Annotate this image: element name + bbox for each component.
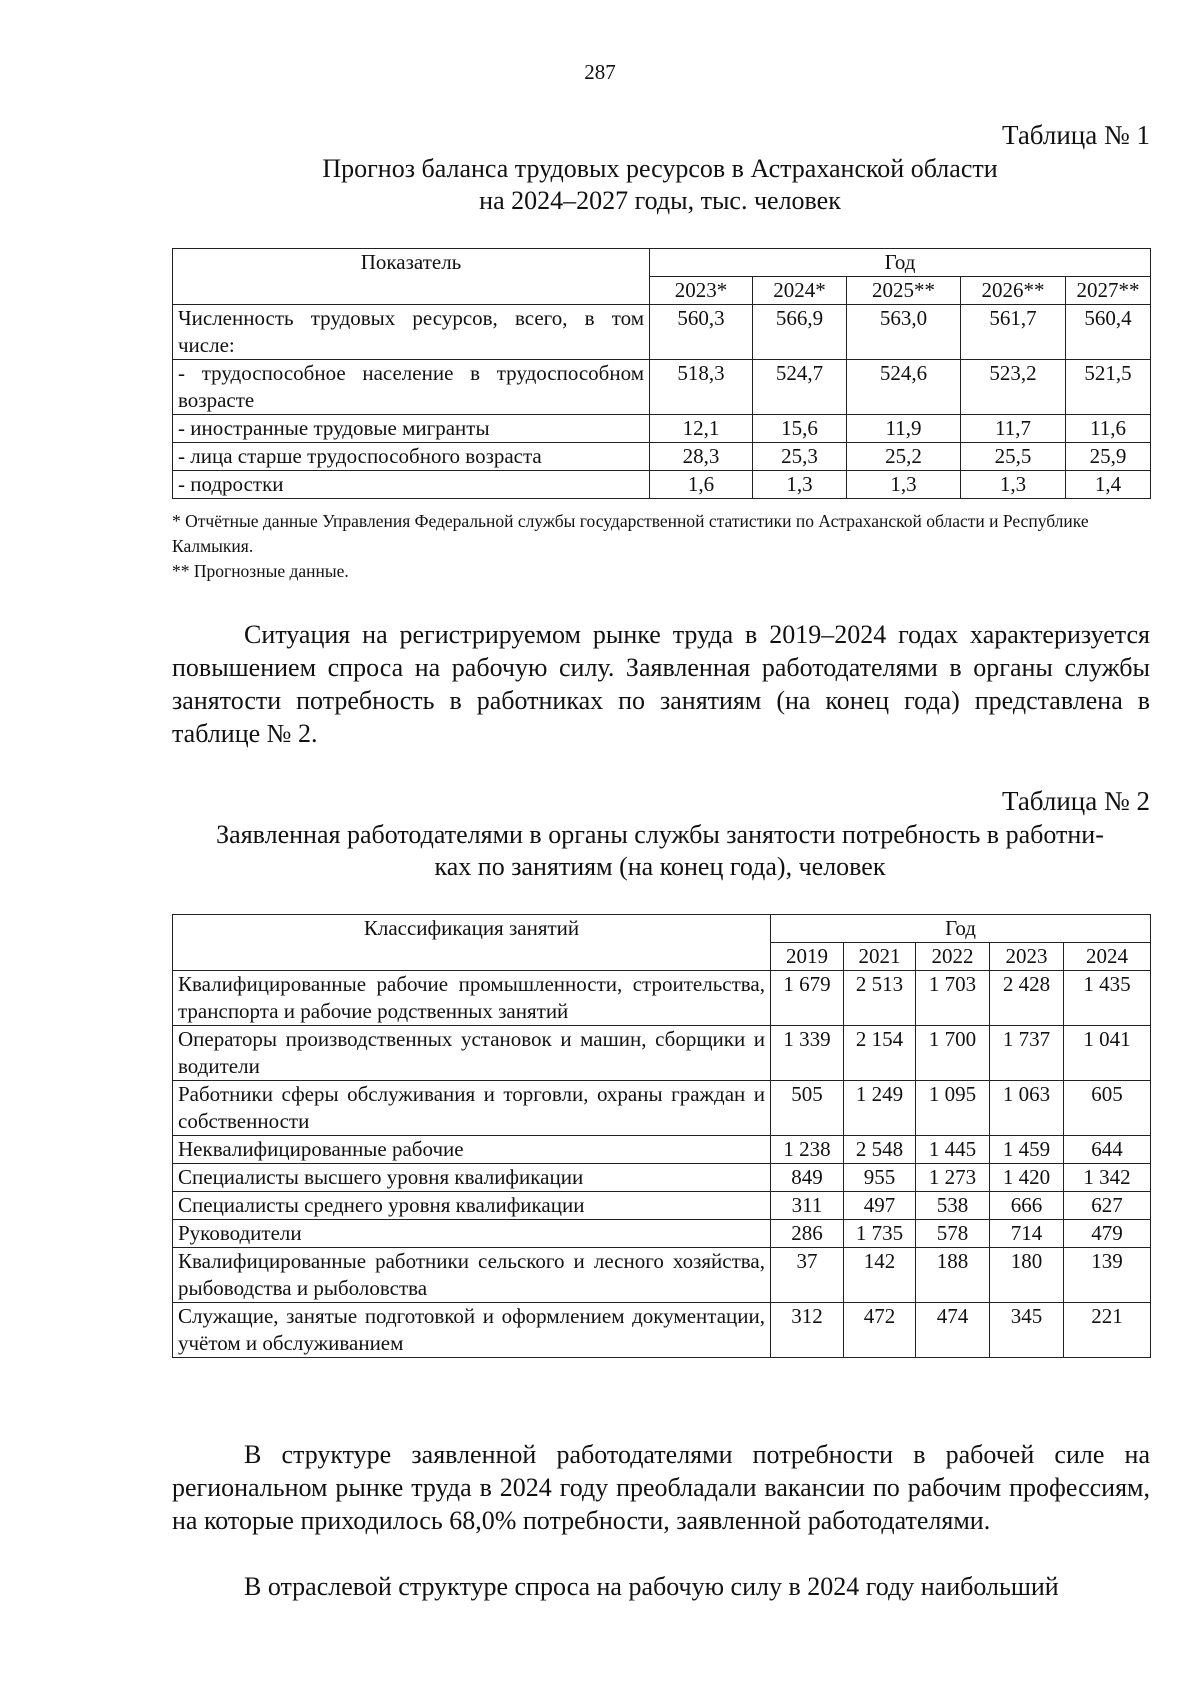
- row-value: 849: [771, 1164, 844, 1192]
- row-value: 312: [771, 1303, 844, 1358]
- table-row: [173, 471, 1151, 499]
- row-value: 472: [844, 1303, 916, 1358]
- row-name: - лица старше трудоспособного возраста: [173, 443, 650, 471]
- row-value: 1,3: [753, 471, 847, 499]
- row-value: 578: [916, 1220, 990, 1248]
- table2-caption: [170, 819, 1150, 883]
- row-name: Численность трудовых ресурсов, всего, в том числе:: [173, 305, 650, 360]
- row-name: Специалисты среднего уровня квалификации: [173, 1192, 771, 1220]
- row-value: 2 428: [990, 971, 1064, 1026]
- row-value: 666: [990, 1192, 1064, 1220]
- row-value: 188: [916, 1248, 990, 1303]
- row-value: 714: [990, 1220, 1064, 1248]
- row-value: 345: [990, 1303, 1064, 1358]
- year-header: 2023: [990, 943, 1064, 971]
- row-value: 1 095: [916, 1081, 990, 1136]
- row-value: 566,9: [753, 305, 847, 360]
- row-value: 538: [916, 1192, 990, 1220]
- row-name: Квалифицированные рабочие промышленности, строительства, транспорта и рабочие родственных занятий: [173, 971, 771, 1026]
- year-header: 2025**: [847, 277, 961, 305]
- table-row: [173, 305, 1151, 360]
- paragraph-market-situation: Ситуация на регистрируемом рынке труда в 2019–2024 годах характеризуется повышением спроса на рабочую силу. Заявленная работодателями в органы службы занятости потребность в работниках по занятиям (на конец года) представлена в таблице № 2.: [172, 620, 1150, 748]
- row-value: 479: [1064, 1220, 1151, 1248]
- row-name: Специалисты высшего уровня квалификации: [173, 1164, 771, 1192]
- year-header: 2026**: [961, 277, 1066, 305]
- table1-label: Таблица № 1: [1002, 120, 1150, 150]
- row-value: 1 339: [771, 1026, 844, 1081]
- paragraph-demand-structure: В структуре заявленной работодателями потребности в рабочей силе на региональном рынке труда в 2024 году преобладали вакансии по рабочим профессиям, на которые приходилось 68,0% потребности, заявленной работодателями.: [172, 1440, 1150, 1535]
- row-value: 1 737: [990, 1026, 1064, 1081]
- row-value: 1 249: [844, 1081, 916, 1136]
- row-value: 1,3: [961, 471, 1066, 499]
- year-header: 2019: [771, 943, 844, 971]
- table-row: [173, 1026, 1151, 1081]
- row-value: 139: [1064, 1248, 1151, 1303]
- table-row: [173, 1220, 1151, 1248]
- row-value: 523,2: [961, 360, 1066, 415]
- row-value: 1 420: [990, 1164, 1064, 1192]
- header-classification: Классификация занятий: [173, 915, 771, 971]
- table2-label: Таблица № 2: [1002, 786, 1150, 816]
- table-row: [173, 1164, 1151, 1192]
- row-value: 11,7: [961, 415, 1066, 443]
- table-row: [173, 971, 1151, 1026]
- table-row: [173, 443, 1151, 471]
- row-name: - иностранные трудовые мигранты: [173, 415, 650, 443]
- row-value: 286: [771, 1220, 844, 1248]
- row-value: 560,3: [650, 305, 753, 360]
- table-row: [173, 1192, 1151, 1220]
- row-value: 497: [844, 1192, 916, 1220]
- row-name: Служащие, занятые подготовкой и оформлением документации, учётом и обслуживанием: [173, 1303, 771, 1358]
- row-value: 142: [844, 1248, 916, 1303]
- row-value: 11,6: [1066, 415, 1151, 443]
- row-value: 563,0: [847, 305, 961, 360]
- year-header: 2024: [1064, 943, 1151, 971]
- row-value: 560,4: [1066, 305, 1151, 360]
- row-value: 25,9: [1066, 443, 1151, 471]
- row-value: 1 703: [916, 971, 990, 1026]
- table-row: [173, 1136, 1151, 1164]
- table-row: [173, 360, 1151, 415]
- year-header: 2024*: [753, 277, 847, 305]
- row-value: 561,7: [961, 305, 1066, 360]
- year-header: 2021: [844, 943, 916, 971]
- labor-resources-table: [172, 248, 1151, 499]
- row-value: 180: [990, 1248, 1064, 1303]
- header-year: Год: [650, 249, 1151, 277]
- row-value: 644: [1064, 1136, 1151, 1164]
- row-value: 524,7: [753, 360, 847, 415]
- employer-demand-table: [172, 914, 1151, 1358]
- paragraph-industry-structure: В отраслевой структуре спроса на рабочую силу в 2024 году наибольший: [244, 1572, 1059, 1601]
- row-value: 1,6: [650, 471, 753, 499]
- row-value: 37: [771, 1248, 844, 1303]
- row-name: - трудоспособное население в трудоспособном возрасте: [173, 360, 650, 415]
- table-row: [173, 415, 1151, 443]
- table-row: [173, 1248, 1151, 1303]
- row-value: 474: [916, 1303, 990, 1358]
- table2-caption-line1: Заявленная работодателями в органы службы занятости потребность в работни-: [216, 820, 1104, 849]
- row-name: Работники сферы обслуживания и торговли, охраны граждан и собственности: [173, 1081, 771, 1136]
- row-value: 2 548: [844, 1136, 916, 1164]
- row-value: 521,5: [1066, 360, 1151, 415]
- row-value: 1 041: [1064, 1026, 1151, 1081]
- row-value: 2 154: [844, 1026, 916, 1081]
- row-value: 1,3: [847, 471, 961, 499]
- row-name: Операторы производственных установок и машин, сборщики и водители: [173, 1026, 771, 1081]
- table1-caption-line2: на 2024–2027 годы, тыс. человек: [479, 186, 841, 215]
- row-value: 1 273: [916, 1164, 990, 1192]
- row-value: 1 435: [1064, 971, 1151, 1026]
- row-value: 11,9: [847, 415, 961, 443]
- table1-caption: [170, 153, 1150, 217]
- header-indicator: Показатель: [173, 249, 650, 305]
- row-value: 1 342: [1064, 1164, 1151, 1192]
- row-value: 1 063: [990, 1081, 1064, 1136]
- row-value: 1 459: [990, 1136, 1064, 1164]
- page-number: 287: [584, 60, 616, 84]
- row-value: 955: [844, 1164, 916, 1192]
- row-value: 518,3: [650, 360, 753, 415]
- row-value: 2 513: [844, 971, 916, 1026]
- row-value: 25,5: [961, 443, 1066, 471]
- row-name: - подростки: [173, 471, 650, 499]
- footnote-forecast: ** Прогнозные данные.: [172, 561, 349, 581]
- row-value: 1 700: [916, 1026, 990, 1081]
- year-header: 2022: [916, 943, 990, 971]
- footnote-reported: * Отчётные данные Управления Федеральной службы государственной статистики по Астраханской области и Республике Калмыкия.: [172, 511, 1089, 556]
- row-name: Квалифицированные работники сельского и лесного хозяйства, рыбоводства и рыболовства: [173, 1248, 771, 1303]
- year-header: 2027**: [1066, 277, 1151, 305]
- row-value: 1,4: [1066, 471, 1151, 499]
- row-value: 12,1: [650, 415, 753, 443]
- row-value: 25,2: [847, 443, 961, 471]
- row-value: 221: [1064, 1303, 1151, 1358]
- row-value: 1 679: [771, 971, 844, 1026]
- header-year: Год: [771, 915, 1151, 943]
- row-value: 15,6: [753, 415, 847, 443]
- table-row: [173, 1303, 1151, 1358]
- row-value: 605: [1064, 1081, 1151, 1136]
- row-value: 505: [771, 1081, 844, 1136]
- row-value: 1 238: [771, 1136, 844, 1164]
- row-value: 627: [1064, 1192, 1151, 1220]
- row-value: 524,6: [847, 360, 961, 415]
- year-header: 2023*: [650, 277, 753, 305]
- row-value: 1 445: [916, 1136, 990, 1164]
- table1-caption-line1: Прогноз баланса трудовых ресурсов в Астраханской области: [322, 154, 998, 183]
- table-row: [173, 1081, 1151, 1136]
- row-name: Руководители: [173, 1220, 771, 1248]
- row-value: 28,3: [650, 443, 753, 471]
- table1-footnotes: [172, 509, 1150, 584]
- row-name: Неквалифицированные рабочие: [173, 1136, 771, 1164]
- row-value: 25,3: [753, 443, 847, 471]
- row-value: 311: [771, 1192, 844, 1220]
- table2-caption-line2: ках по занятиям (на конец года), человек: [434, 852, 886, 881]
- row-value: 1 735: [844, 1220, 916, 1248]
